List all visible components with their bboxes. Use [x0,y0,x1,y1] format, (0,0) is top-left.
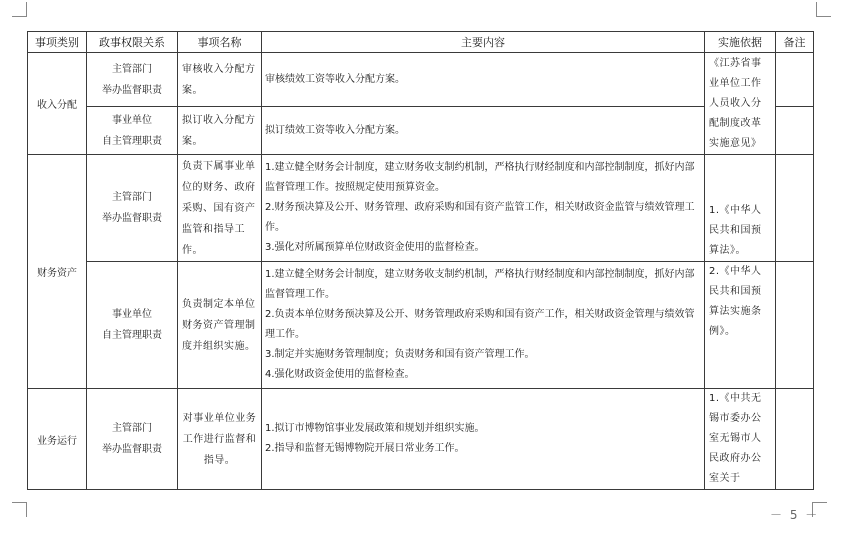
content-line: 拟订绩效工资等收入分配方案。 [265,124,405,136]
content-cell [262,262,705,389]
content-cell [262,53,705,107]
relation-cell [87,155,178,262]
content-line: 2.负责本单位财务预决算及公开、财务管理政府采购和国有资产工作，相关财政资金管理与绩效管理工作。 [265,309,695,340]
remarks-cell [776,389,814,490]
header-relation: 政事权限关系 [87,32,178,53]
remarks-cell [776,107,814,155]
relation-cell [87,389,178,490]
matters-table [27,31,814,490]
relation-cell [87,107,178,155]
relation-line: 主管部门 [112,63,152,75]
table-row [28,107,814,155]
content-line: 1.建立健全财务会计制度，建立财务收支制约机制，严格执行财经制度和内部控制制度，抓好内部监督管理工作。 [265,269,695,300]
basis-cell: 1.《中共无锡市委办公室无锡市人民政府办公室关于 [705,389,776,490]
relation-line: 主管部门 [112,192,152,203]
category-cell: 财务资产 [28,155,87,389]
content-line: 2.财务预决算及公开、财务管理、政府采购和国有资产监管工作，相关财政资金监管与绩效管理工作。 [265,202,695,233]
relation-line: 举办监督职责 [102,213,162,224]
header-remarks: 备注 [776,32,814,53]
content-line: 审核绩效工资等收入分配方案。 [265,73,405,85]
item-name-cell: 拟订收入分配方案。 [178,107,262,155]
item-name-cell: 审核收入分配方案。 [178,53,262,107]
header-category: 事项类别 [28,32,87,53]
content-cell [262,107,705,155]
item-name-cell: 对事业单位业务工作进行监督和指导。 [178,389,262,490]
table-row [28,53,814,107]
content-line: 4.强化财政资金使用的监督检查。 [265,369,415,380]
relation-line: 事业单位 [112,309,152,320]
remarks-cell [776,53,814,107]
relation-line: 主管部门 [112,423,152,434]
remarks-cell [776,155,814,262]
table-row [28,389,814,490]
relation-line: 事业单位 [112,114,152,126]
item-name-cell: 负责制定本单位财务资产管理制度并组织实施。 [178,262,262,389]
content-cell [262,389,705,490]
relation-line: 举办监督职责 [102,84,162,96]
basis-cell: 2.《中华人民共和国预算法实施条例》。 [705,262,776,389]
content-line: 1.拟订市博物馆事业发展政策和规划并组织实施。 [265,423,485,434]
content-line: 3.制定并实施财务管理制度；负责财务和国有资产管理工作。 [265,349,535,360]
item-name-cell: 负责下属事业单位的财务、政府采购、国有资产监管和指导工作。 [178,155,262,262]
header-main-content: 主要内容 [262,32,705,53]
crop-mark-top-right [816,2,831,17]
content-cell [262,155,705,262]
relation-line: 自主管理职责 [102,330,162,341]
crop-mark-top-left [12,2,27,17]
table-row [28,155,814,262]
category-cell: 业务运行 [28,389,87,490]
crop-mark-bottom-left [12,502,27,517]
basis-cell: 《江苏省事业单位工作人员收入分配制度改革实施意见》 [705,53,776,155]
basis-cell: 1.《中华人民共和国预算法》。 [705,155,776,262]
content-line: 3.强化对所属预算单位财政资金使用的监督检查。 [265,242,485,253]
header-basis: 实施依据 [705,32,776,53]
page-number: － 5 － [770,508,820,522]
header-item-name: 事项名称 [178,32,262,53]
table-row [28,262,814,389]
relation-cell [87,262,178,389]
content-line: 1.建立健全财务会计制度，建立财务收支制约机制，严格执行财经制度和内部控制制度，抓好内部监督管理工作。按照规定使用预算资金。 [265,162,695,193]
relation-line: 举办监督职责 [102,444,162,455]
category-cell: 收入分配 [28,53,87,155]
table-header-row [28,32,814,53]
content-line: 2.指导和监督无锡博物院开展日常业务工作。 [265,443,465,454]
relation-cell [87,53,178,107]
remarks-cell [776,262,814,389]
relation-line: 自主管理职责 [102,135,162,147]
